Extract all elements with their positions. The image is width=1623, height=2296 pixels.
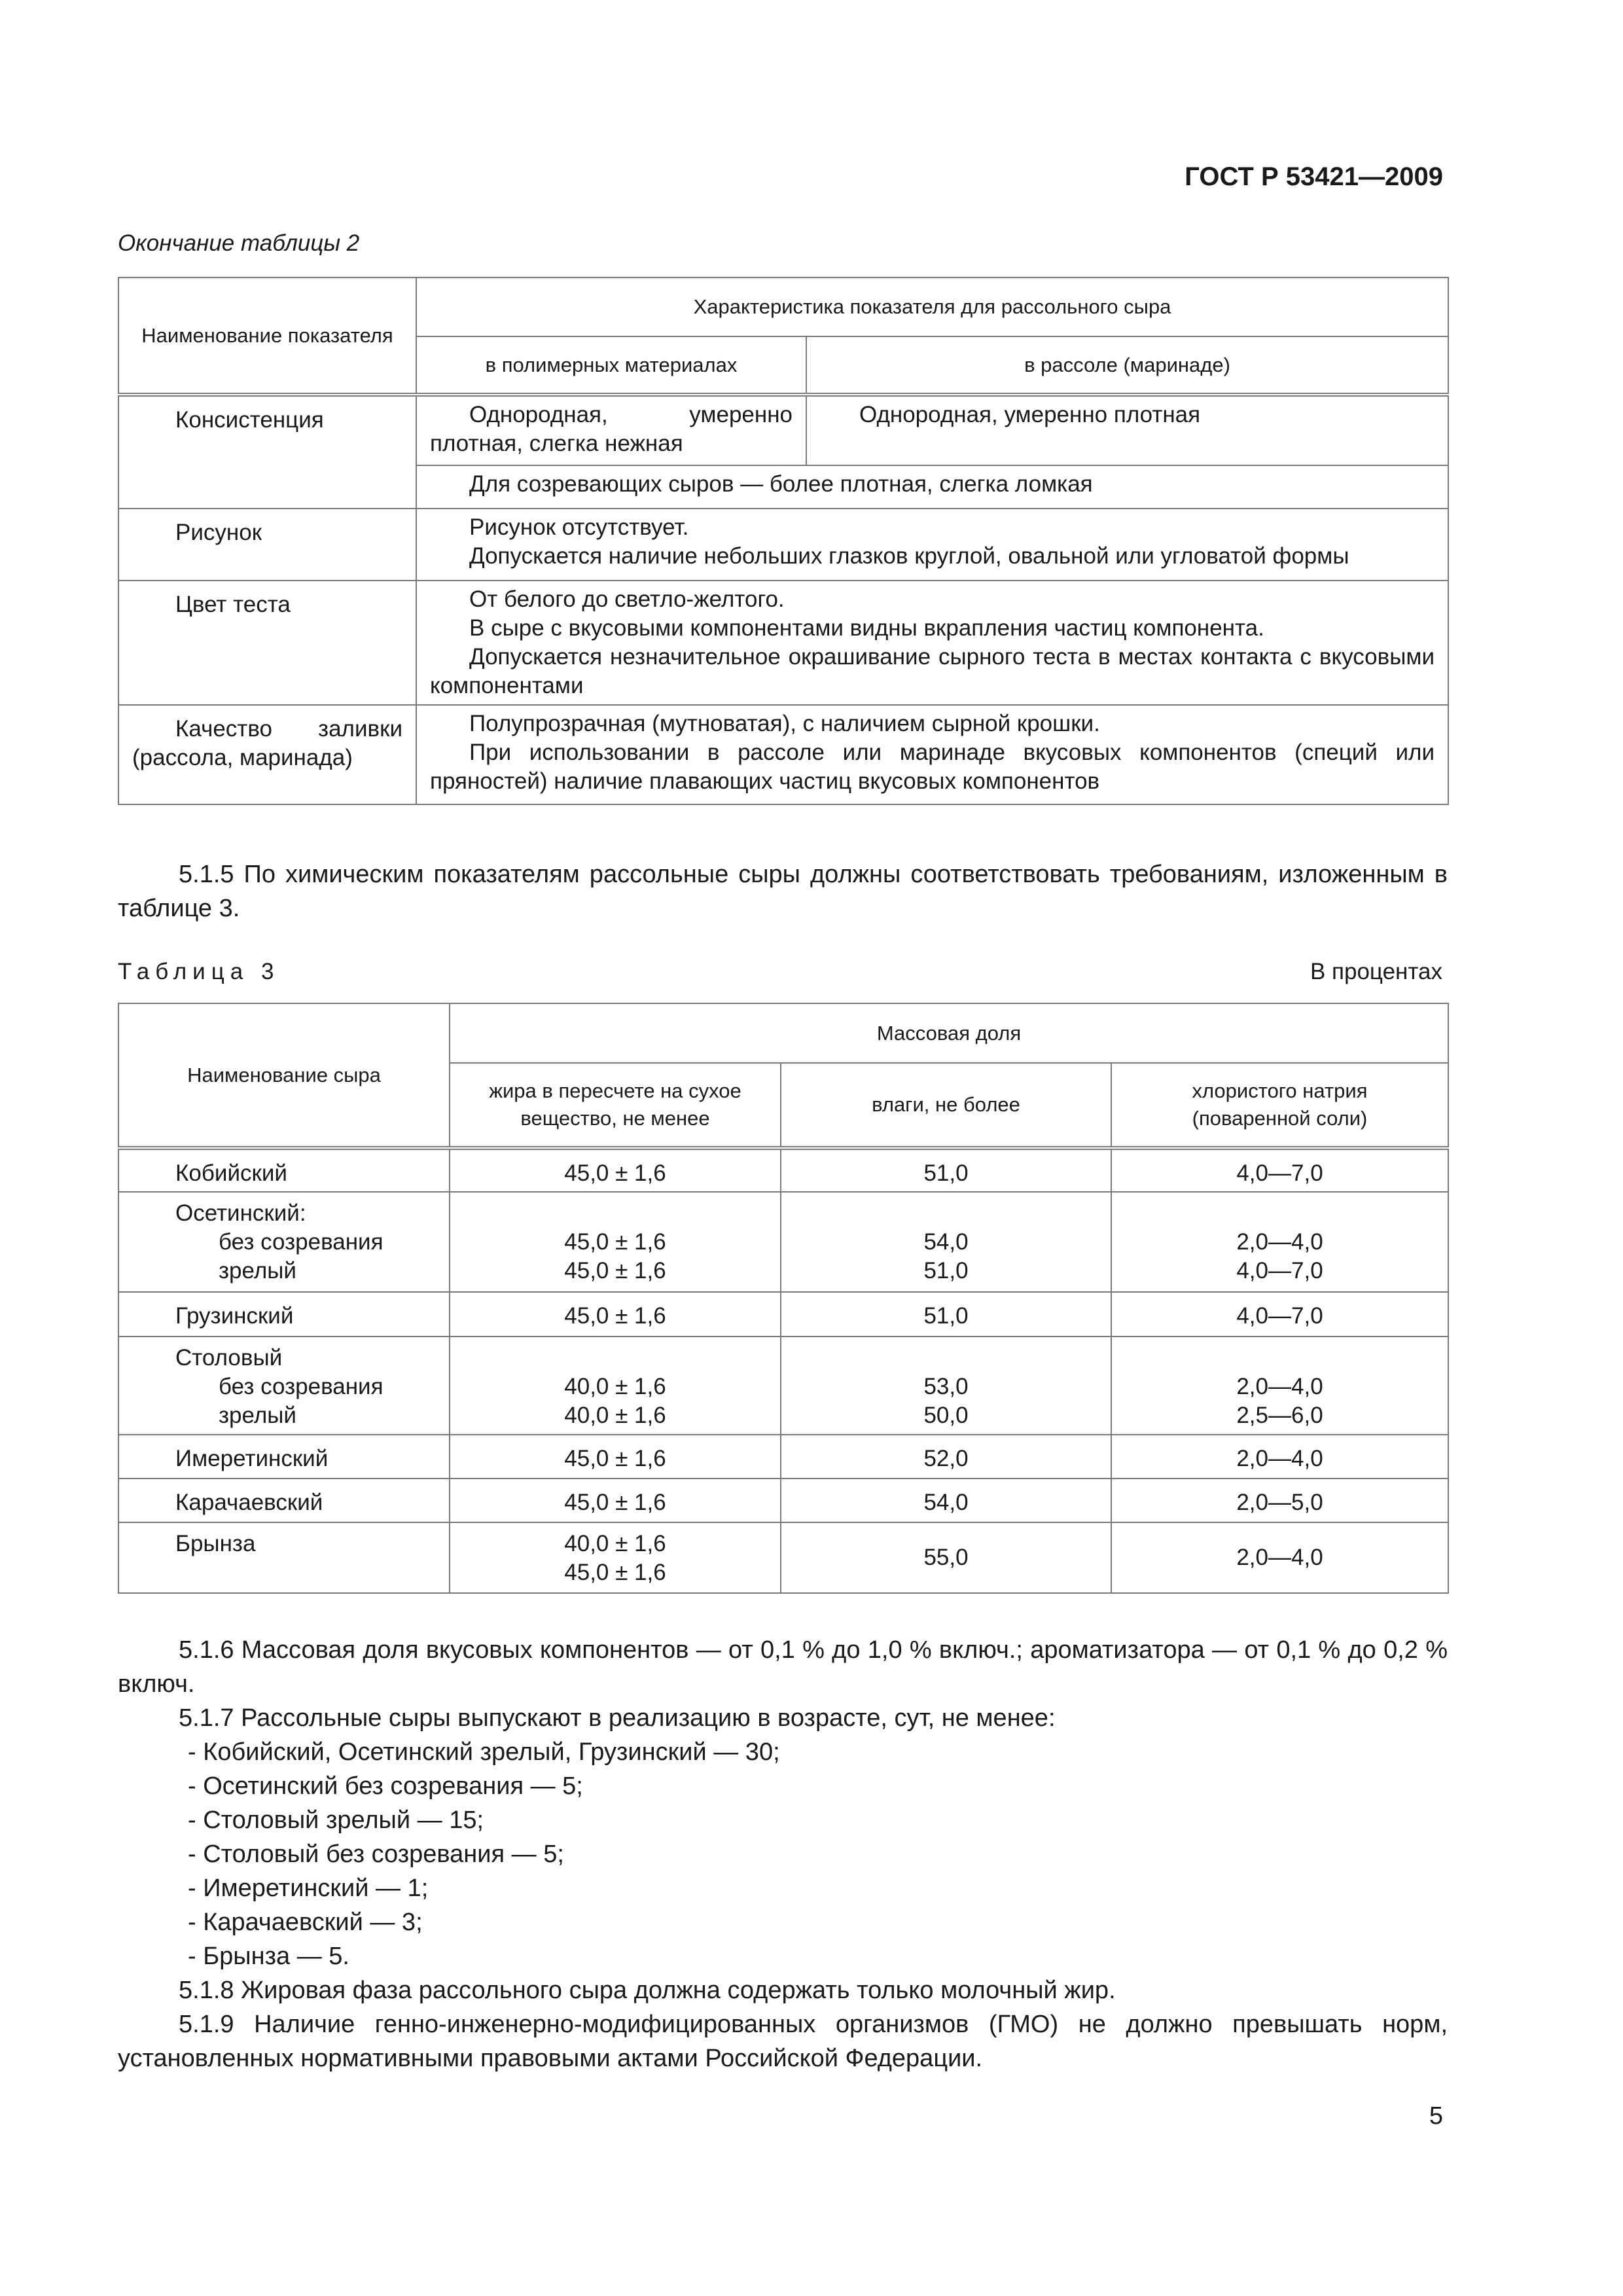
table-row — [118, 1522, 1448, 1593]
moisture-cell — [781, 1192, 1111, 1292]
cheese-name: Брынза — [118, 1522, 450, 1593]
cheese-subname: без созревания — [219, 1374, 383, 1399]
table-3-label: Таблица 3 — [118, 959, 280, 984]
fat-cell — [450, 1336, 781, 1435]
paragraph-text: 5.1.5 По химическим показателям рассольные сыры должны соответствовать требованиям, изложенным в таблице 3. — [118, 861, 1448, 922]
fat-value: 45,0 ± 1,6 — [564, 1229, 666, 1255]
paragraph-5-1-7: 5.1.7 Рассольные сыры выпускают в реализацию в возрасте, сут, не менее: — [179, 1704, 1056, 1732]
cell-note — [416, 465, 1448, 509]
table-row — [118, 1479, 1448, 1522]
header-cheese-name: Наименование сыра — [118, 1003, 450, 1148]
header-fat: жира в пересчете на сухое вещество, не менее — [450, 1063, 781, 1148]
fat-value: 45,0 ± 1,6 — [564, 1560, 666, 1585]
cell-text: От белого до светло-желтого. — [469, 586, 785, 612]
salt-value: 2,0—4,0 — [1111, 1522, 1448, 1593]
cheese-name: Грузинский — [118, 1292, 450, 1336]
list-item: - Карачаевский — 3; — [188, 1909, 423, 1936]
table-row — [118, 581, 416, 705]
salt-value: 2,0—4,0 — [1111, 1435, 1448, 1479]
salt-value: 2,0—4,0 — [1236, 1374, 1323, 1399]
moisture-value: 50,0 — [923, 1403, 969, 1428]
fat-value: 45,0 ± 1,6 — [450, 1435, 781, 1479]
table-row — [118, 509, 416, 581]
table-row — [118, 705, 416, 804]
cell-text: Полупрозрачная (мутноватая), с наличием сырной крошки. — [469, 711, 1100, 736]
row-name: Рисунок — [175, 520, 262, 545]
cell-text: Рисунок отсутствует. — [469, 514, 689, 540]
salt-cell — [1111, 1192, 1448, 1292]
paragraph-5-1-9: 5.1.9 Наличие генно-инженерно-модифицированных организмов (ГМО) не должно превышать норм, установленных нормативными правовыми актами Российской Федерации. — [118, 2011, 1448, 2072]
fat-value: 45,0 ± 1,6 — [450, 1479, 781, 1522]
cell-text: Однородная, умеренно плотная, слегка нежная — [430, 402, 793, 456]
table-row — [118, 1336, 1448, 1435]
cheese-name: Карачаевский — [118, 1479, 450, 1522]
moisture-value: 54,0 — [923, 1229, 969, 1255]
list-item: - Кобийский, Осетинский зрелый, Грузинский — 30; — [188, 1738, 780, 1766]
salt-cell — [1111, 1336, 1448, 1435]
cell-text: Допускается наличие небольших глазков круглой, овальной или угловатой формы — [469, 543, 1349, 569]
list-item: - Брынза — 5. — [188, 1943, 349, 1970]
fat-value: 45,0 ± 1,6 — [564, 1258, 666, 1283]
fat-value: 40,0 ± 1,6 — [564, 1531, 666, 1556]
header-indicator-name: Наименование показателя — [118, 278, 416, 395]
cheese-name: Столовый — [175, 1345, 283, 1371]
cell-description — [416, 705, 1448, 804]
document-code: ГОСТ Р 53421—2009 — [1185, 162, 1443, 191]
fat-cell — [450, 1192, 781, 1292]
cell-description — [416, 509, 1448, 581]
cheese-name: Имеретинский — [118, 1435, 450, 1479]
table-row — [118, 1292, 1448, 1336]
fat-value: 45,0 ± 1,6 — [450, 1292, 781, 1336]
table-3 — [118, 1003, 1449, 1594]
cheese-subname: зрелый — [219, 1403, 296, 1428]
list-item: - Осетинский без созревания — 5; — [188, 1772, 583, 1800]
fat-cell — [450, 1522, 781, 1593]
fat-value: 40,0 ± 1,6 — [564, 1374, 666, 1399]
salt-value: 4,0—7,0 — [1111, 1292, 1448, 1336]
moisture-value: 51,0 — [781, 1148, 1111, 1192]
moisture-value: 54,0 — [781, 1479, 1111, 1522]
table-2-continuation-caption: Окончание таблицы 2 — [118, 230, 360, 256]
cheese-name: Осетинский: — [175, 1200, 306, 1226]
cheese-name-cell — [118, 1192, 450, 1292]
list-item: - Имеретинский — 1; — [188, 1874, 429, 1902]
cheese-name-cell — [118, 1336, 450, 1435]
cell-text: Для созревающих сыров — более плотная, слегка ломкая — [469, 471, 1093, 497]
cell-text: В сыре с вкусовыми компонентами видны вкрапления частиц компонента. — [469, 615, 1264, 641]
cell-text: Допускается незначительное окрашивание сырного теста в местах контакта с вкусовыми компонентами — [430, 644, 1435, 698]
moisture-value: 53,0 — [923, 1374, 969, 1399]
table-row — [118, 1148, 1448, 1192]
header-polymer: в полимерных материалах — [416, 336, 806, 395]
header-moisture: влаги, не более — [781, 1063, 1111, 1148]
page-number: 5 — [1429, 2102, 1443, 2130]
row-name: Цвет теста — [175, 592, 291, 617]
header-characteristic: Характеристика показателя для рассольного сыра — [416, 278, 1448, 336]
table-row — [118, 395, 416, 509]
salt-value: 2,5—6,0 — [1236, 1403, 1323, 1428]
fat-value: 45,0 ± 1,6 — [450, 1148, 781, 1192]
salt-value: 4,0—7,0 — [1111, 1148, 1448, 1192]
paragraph-5-1-8: 5.1.8 Жировая фаза рассольного сыра должна содержать только молочный жир. — [179, 1977, 1116, 2004]
paragraph-5-1-5 — [118, 857, 1448, 925]
moisture-cell — [781, 1336, 1111, 1435]
cell-description — [416, 581, 1448, 705]
cell-polymer — [416, 395, 806, 465]
header-brine: в рассоле (маринаде) — [806, 336, 1448, 395]
list-item: - Столовый зрелый — 15; — [188, 1806, 484, 1834]
cheese-name: Кобийский — [118, 1148, 450, 1192]
fat-value: 40,0 ± 1,6 — [564, 1403, 666, 1428]
salt-value: 4,0—7,0 — [1236, 1258, 1323, 1283]
moisture-value: 51,0 — [781, 1292, 1111, 1336]
moisture-value: 51,0 — [923, 1258, 969, 1283]
list-item: - Столовый без созревания — 5; — [188, 1840, 564, 1868]
cheese-subname: без созревания — [219, 1229, 383, 1255]
salt-value: 2,0—4,0 — [1236, 1229, 1323, 1255]
cheese-subname: зрелый — [219, 1258, 296, 1283]
table-3-unit: В процентах — [1310, 959, 1442, 984]
header-mass-fraction: Массовая доля — [450, 1003, 1448, 1063]
cell-text: При использовании в рассоле или маринаде вкусовых компонентов (специй или пряностей) наличие плавающих частиц вкусовых компонентов — [430, 740, 1435, 794]
body-text — [118, 1633, 1448, 2075]
table-row — [118, 1192, 1448, 1292]
cell-brine — [806, 395, 1448, 465]
paragraph-5-1-6: 5.1.6 Массовая доля вкусовых компонентов — от 0,1 % до 1,0 % включ.; ароматизатора — от 0,1 % до 0,2 % включ. — [118, 1636, 1448, 1698]
salt-value: 2,0—5,0 — [1111, 1479, 1448, 1522]
table-2 — [118, 277, 1449, 805]
moisture-value: 52,0 — [781, 1435, 1111, 1479]
row-name: Консистенция — [175, 407, 324, 433]
moisture-value: 55,0 — [781, 1522, 1111, 1593]
table-row — [118, 1435, 1448, 1479]
cell-text: Однородная, умеренно плотная — [859, 402, 1201, 427]
row-name: Качество заливки (рассола, маринада) — [132, 716, 402, 770]
header-salt: хлористого натрия (поваренной соли) — [1111, 1063, 1448, 1148]
